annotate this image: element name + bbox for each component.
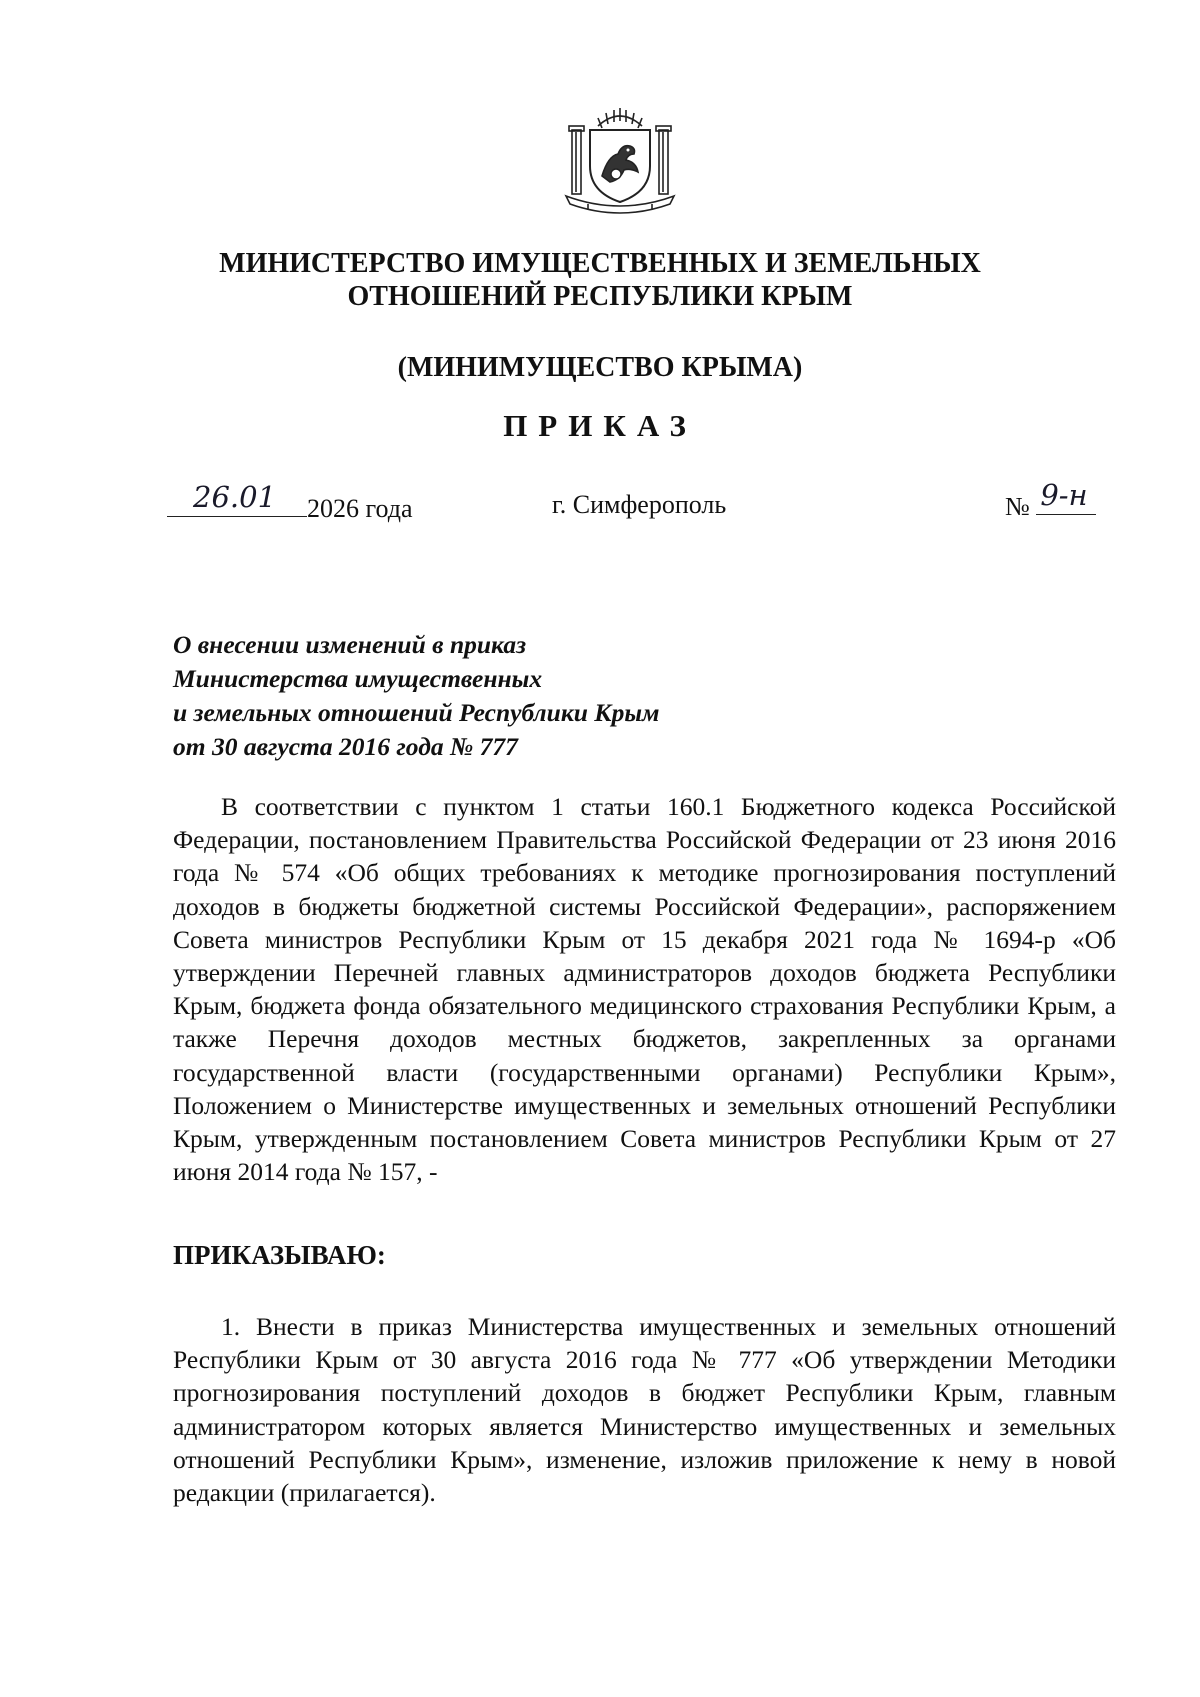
document-city: г. Симферополь <box>552 490 727 519</box>
ministry-short-name: (МИНИМУЩЕСТВО КРЫМА) <box>397 352 803 383</box>
document-type-title: ПРИКАЗ <box>503 408 697 443</box>
preamble-text: В соответствии с пунктом 1 статьи 160.1 Бюджетного кодекса Российской Федерации, постановлением Правительства Российской Федерации от 23 июня 2016 года № 574 «Об общих требованиях к методике прогнозирования поступлений доходов в бюджеты бюджетной системы Российской Федерации», распоряжением Совета министров Республики Крым от 15 декабря 2021 года № 1694-р «Об утверждении Перечней главных администраторов доходов бюджета Республики Крым, бюджета фонда обязательного медицинского страхования Республики Крым, а также Перечня доходов местных бюджетов, закрепленных за органами государственной власти (государственными органами) Республики Крым», Положением о Министерстве имущественных и земельных отношений Республики Крым, утвержденным постановлением Совета министров Республики Крым от 27 июня 2014 года № 157, - <box>173 792 1116 1187</box>
preamble-paragraph <box>173 790 1116 1188</box>
ministry-name-line-1: МИНИСТЕРСТВО ИМУЩЕСТВЕННЫХ И ЗЕМЕЛЬНЫХ <box>219 248 981 279</box>
document-subject <box>173 628 660 764</box>
document-date <box>167 480 413 524</box>
order-item-1-text: 1. Внести в приказ Министерства имущественных и земельных отношений Республики Крым от 30 августа 2016 года № 777 «Об утверждении Методики прогнозирования поступлений доходов в бюджет Республики Крым, главным администратором которых является Министерство имущественных и земельных отношений Республики Крым», изменение, изложив приложение к нему в новой редакции (прилагается). <box>173 1312 1116 1508</box>
subject-line: от 30 августа 2016 года № 777 <box>173 732 518 761</box>
handwritten-number: 9-н <box>1040 478 1088 512</box>
number-underline <box>1036 478 1096 515</box>
order-heading: ПРИКАЗЫВАЮ: <box>173 1240 386 1270</box>
subject-line: Министерства имущественных <box>173 664 543 693</box>
date-year: 2026 года <box>307 494 413 523</box>
handwritten-date: 26.01 <box>193 480 277 514</box>
subject-line: и земельных отношений Республики Крым <box>173 698 660 727</box>
ministry-name-line-2: ОТНОШЕНИЙ РЕСПУБЛИКИ КРЫМ <box>347 281 853 312</box>
order-item-1 <box>173 1310 1116 1509</box>
document-number <box>1005 478 1096 522</box>
subject-line: О внесении изменений в приказ <box>173 630 527 659</box>
date-underline <box>167 480 307 517</box>
number-label: № <box>1005 492 1030 521</box>
coat-of-arms-emblem <box>558 104 682 220</box>
